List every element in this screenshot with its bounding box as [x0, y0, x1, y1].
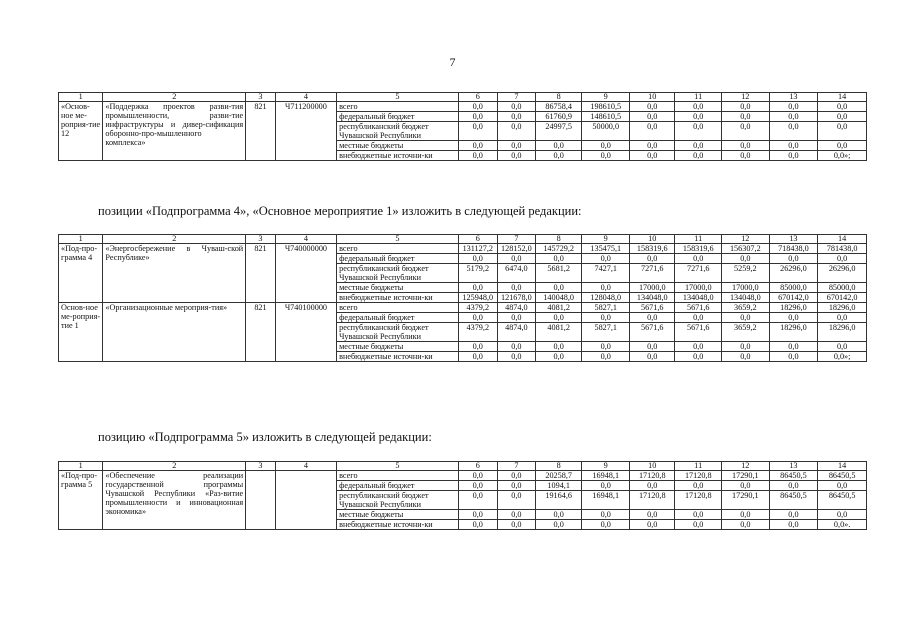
- value-cell: 0,0: [458, 520, 497, 530]
- value-cell: 24997,5: [535, 122, 582, 141]
- column-number: 8: [535, 235, 582, 244]
- value-cell: 4874,0: [497, 303, 535, 313]
- value-cell: 0,0: [675, 313, 722, 323]
- column-number: 1: [59, 462, 103, 471]
- value-cell: 0,0: [818, 122, 867, 141]
- value-cell: 0,0: [458, 151, 497, 161]
- value-cell: 0,0: [675, 112, 722, 122]
- value-cell: 6474,0: [497, 264, 535, 283]
- column-number: 14: [818, 235, 867, 244]
- table-row: [59, 471, 867, 481]
- value-cell: 0,0: [769, 254, 818, 264]
- value-cell: 0,0: [582, 313, 630, 323]
- value-cell: 0,0: [497, 102, 535, 112]
- value-cell: 140048,0: [535, 293, 582, 303]
- value-cell: 0,0: [458, 254, 497, 264]
- value-cell: 0,0: [630, 520, 675, 530]
- page-number: 7: [449, 55, 456, 69]
- value-cell: 0,0: [722, 254, 770, 264]
- budget-table-subprogram-4: [58, 234, 867, 362]
- value-cell: 158319,6: [675, 244, 722, 254]
- column-number: 4: [275, 462, 336, 471]
- value-cell: 0,0: [497, 313, 535, 323]
- value-cell: 0,0: [582, 151, 630, 161]
- value-cell: 86450,5: [769, 471, 818, 481]
- table-row: [59, 303, 867, 313]
- value-cell: 5671,6: [675, 323, 722, 342]
- value-cell: 0,0: [722, 102, 770, 112]
- responsible-code-cell: 821: [246, 244, 276, 303]
- value-cell: 0,0: [818, 313, 867, 323]
- value-cell: 17000,0: [722, 283, 770, 293]
- value-cell: 0,0: [458, 112, 497, 122]
- value-cell: 0,0: [458, 122, 497, 141]
- column-number: 5: [337, 235, 459, 244]
- value-cell: 17290,1: [722, 471, 770, 481]
- value-cell: 0,0: [818, 112, 867, 122]
- value-cell: 0,0: [630, 352, 675, 362]
- value-cell: 86450,5: [769, 491, 818, 510]
- column-number: 2: [103, 235, 246, 244]
- value-cell: 0,0: [722, 520, 770, 530]
- column-number: 1: [59, 93, 103, 102]
- value-cell: 16948,1: [582, 491, 630, 510]
- responsible-code-cell: 821: [246, 303, 276, 362]
- value-cell: 18296,0: [818, 303, 867, 313]
- value-cell: 18296,0: [818, 323, 867, 342]
- classification-code-cell: [275, 471, 336, 530]
- value-cell: 0,0: [722, 151, 770, 161]
- value-cell: 0,0: [769, 510, 818, 520]
- funding-source-cell: внебюджетные источни-ки: [337, 151, 459, 161]
- value-cell: 0,0: [582, 342, 630, 352]
- value-cell: 0,0: [582, 254, 630, 264]
- value-cell: 0,0: [497, 471, 535, 481]
- value-cell: 0,0: [458, 313, 497, 323]
- value-cell: 670142,0: [818, 293, 867, 303]
- value-cell: 4379,2: [458, 323, 497, 342]
- value-cell: 5671,6: [675, 303, 722, 313]
- value-cell: 0,0: [458, 102, 497, 112]
- row-title-cell: «Энергосбережение в Чуваш-ской Республике»: [103, 244, 246, 303]
- value-cell: 85000,0: [818, 283, 867, 293]
- value-cell: 0,0: [535, 141, 582, 151]
- value-cell: 0,0: [535, 283, 582, 293]
- value-cell: 50000,0: [582, 122, 630, 141]
- value-cell: 0,0: [458, 510, 497, 520]
- funding-source-cell: внебюджетные источни-ки: [337, 520, 459, 530]
- classification-code-cell: Ч711200000: [275, 102, 336, 161]
- value-cell: 0,0: [458, 491, 497, 510]
- value-cell: 134048,0: [630, 293, 675, 303]
- funding-source-cell: местные бюджеты: [337, 141, 459, 151]
- column-number: 8: [535, 93, 582, 102]
- column-number: 12: [722, 93, 770, 102]
- funding-source-cell: республиканский бюджет Чувашской Республики: [337, 264, 459, 283]
- column-number: 6: [458, 235, 497, 244]
- value-cell: 0,0: [582, 283, 630, 293]
- value-cell: 4874,0: [497, 323, 535, 342]
- value-cell: 0,0: [722, 352, 770, 362]
- value-cell: 0,0: [630, 151, 675, 161]
- value-cell: 125948,0: [458, 293, 497, 303]
- value-cell: 0,0: [497, 141, 535, 151]
- value-cell: 0,0: [497, 520, 535, 530]
- value-cell: 0,0: [582, 352, 630, 362]
- value-cell: 0,0: [769, 122, 818, 141]
- value-cell: 0,0: [769, 313, 818, 323]
- table-row: [59, 244, 867, 254]
- column-number: 13: [769, 462, 818, 471]
- value-cell: 0,0: [535, 352, 582, 362]
- value-cell: 0,0: [675, 510, 722, 520]
- value-cell: 0,0: [630, 313, 675, 323]
- value-cell: 128048,0: [582, 293, 630, 303]
- value-cell: 0,0: [630, 141, 675, 151]
- value-cell: 0,0: [497, 122, 535, 141]
- column-number: 8: [535, 462, 582, 471]
- value-cell: 0,0: [769, 112, 818, 122]
- value-cell: 0,0: [722, 342, 770, 352]
- value-cell: 26296,0: [769, 264, 818, 283]
- value-cell: 0,0: [582, 510, 630, 520]
- funding-source-cell: местные бюджеты: [337, 342, 459, 352]
- value-cell: 0,0: [818, 481, 867, 491]
- value-cell: 0,0: [675, 102, 722, 112]
- funding-source-cell: федеральный бюджет: [337, 313, 459, 323]
- value-cell: 7271,6: [630, 264, 675, 283]
- value-cell: 0,0: [722, 313, 770, 323]
- column-number: 10: [630, 93, 675, 102]
- value-cell: 145729,2: [535, 244, 582, 254]
- value-cell: 0,0: [769, 102, 818, 112]
- value-cell: 0,0: [675, 254, 722, 264]
- value-cell: 0,0: [458, 342, 497, 352]
- value-cell: 0,0: [497, 510, 535, 520]
- value-cell: 128152,0: [497, 244, 535, 254]
- value-cell: 198610,5: [582, 102, 630, 112]
- value-cell: 0,0: [497, 112, 535, 122]
- funding-source-cell: федеральный бюджет: [337, 112, 459, 122]
- value-cell: 0,0: [458, 141, 497, 151]
- value-cell: 156307,2: [722, 244, 770, 254]
- value-cell: 0,0: [769, 481, 818, 491]
- funding-source-cell: республиканский бюджет Чувашской Республики: [337, 122, 459, 141]
- value-cell: 85000,0: [769, 283, 818, 293]
- column-number: 3: [246, 93, 276, 102]
- value-cell: 5671,6: [630, 323, 675, 342]
- value-cell: 0,0: [535, 510, 582, 520]
- value-cell: 0,0: [722, 141, 770, 151]
- value-cell: 0,0: [630, 254, 675, 264]
- value-cell: 18296,0: [769, 303, 818, 313]
- value-cell: 0,0: [675, 520, 722, 530]
- value-cell: 0,0: [535, 342, 582, 352]
- funding-source-cell: всего: [337, 244, 459, 254]
- section-heading-subprogram-4: позиции «Подпрограмма 4», «Основное мероприятие 1» изложить в следующей редакции:: [98, 204, 582, 218]
- value-cell: 0,0: [675, 481, 722, 491]
- column-number: 10: [630, 235, 675, 244]
- value-cell: 0,0: [458, 481, 497, 491]
- column-number: 9: [582, 462, 630, 471]
- budget-table-main-event-12: [58, 92, 867, 161]
- value-cell: 0,0: [497, 254, 535, 264]
- table-header-row: [59, 235, 867, 244]
- funding-source-cell: федеральный бюджет: [337, 481, 459, 491]
- responsible-code-cell: 821: [246, 102, 276, 161]
- column-number: 12: [722, 462, 770, 471]
- value-cell: 0,0: [722, 510, 770, 520]
- value-cell: 0,0: [458, 471, 497, 481]
- value-cell: 0,0: [722, 122, 770, 141]
- value-cell: 86450,5: [818, 471, 867, 481]
- value-cell: 5827,1: [582, 303, 630, 313]
- funding-source-cell: всего: [337, 102, 459, 112]
- value-cell: 4081,2: [535, 323, 582, 342]
- column-number: 4: [275, 93, 336, 102]
- value-cell: 20258,7: [535, 471, 582, 481]
- value-cell: 0,0: [497, 151, 535, 161]
- row-title-cell: «Организационные мероприя-тия»: [103, 303, 246, 362]
- value-cell: 718438,0: [769, 244, 818, 254]
- value-cell: 0,0: [769, 352, 818, 362]
- row-code-cell: «Основ-ное ме-роприя-тие 12: [59, 102, 103, 161]
- value-cell: 134048,0: [722, 293, 770, 303]
- value-cell: 0,0: [535, 151, 582, 161]
- value-cell: 0,0: [497, 481, 535, 491]
- funding-source-cell: внебюджетные источни-ки: [337, 352, 459, 362]
- value-cell: 0,0: [769, 141, 818, 151]
- classification-code-cell: Ч740100000: [275, 303, 336, 362]
- value-cell: 0,0: [630, 342, 675, 352]
- column-number: 11: [675, 235, 722, 244]
- value-cell: 0,0»;: [818, 352, 867, 362]
- value-cell: 0,0: [818, 510, 867, 520]
- value-cell: 0,0: [818, 254, 867, 264]
- value-cell: 19164,6: [535, 491, 582, 510]
- row-title-cell: «Обеспечение реализации государственной программы Чувашской Республики «Раз-витие промышленности и инновационная экономика»: [103, 471, 246, 530]
- value-cell: 26296,0: [818, 264, 867, 283]
- value-cell: 0,0: [630, 481, 675, 491]
- column-number: 5: [337, 462, 459, 471]
- column-number: 6: [458, 462, 497, 471]
- value-cell: 0,0: [818, 342, 867, 352]
- value-cell: 0,0: [582, 520, 630, 530]
- value-cell: 7271,6: [675, 264, 722, 283]
- table-row: [59, 102, 867, 112]
- value-cell: 0,0»;: [818, 151, 867, 161]
- column-number: 9: [582, 93, 630, 102]
- value-cell: 17120,8: [630, 491, 675, 510]
- funding-source-cell: республиканский бюджет Чувашской Республики: [337, 323, 459, 342]
- value-cell: 17120,8: [630, 471, 675, 481]
- value-cell: 17000,0: [630, 283, 675, 293]
- value-cell: 5827,1: [582, 323, 630, 342]
- value-cell: 0,0».: [818, 520, 867, 530]
- value-cell: 17120,8: [675, 491, 722, 510]
- value-cell: 4379,2: [458, 303, 497, 313]
- column-number: 14: [818, 93, 867, 102]
- value-cell: 0,0: [818, 102, 867, 112]
- funding-source-cell: республиканский бюджет Чувашской Республики: [337, 491, 459, 510]
- value-cell: 121678,0: [497, 293, 535, 303]
- funding-source-cell: местные бюджеты: [337, 510, 459, 520]
- value-cell: 0,0: [497, 342, 535, 352]
- responsible-code-cell: [246, 471, 276, 530]
- value-cell: 148610,5: [582, 112, 630, 122]
- value-cell: 0,0: [497, 491, 535, 510]
- column-number: 7: [497, 93, 535, 102]
- value-cell: 0,0: [675, 342, 722, 352]
- funding-source-cell: всего: [337, 471, 459, 481]
- value-cell: 17120,8: [675, 471, 722, 481]
- value-cell: 16948,1: [582, 471, 630, 481]
- table-header-row: [59, 462, 867, 471]
- value-cell: 131127,2: [458, 244, 497, 254]
- funding-source-cell: внебюджетные источни-ки: [337, 293, 459, 303]
- value-cell: 1094,1: [535, 481, 582, 491]
- value-cell: 0,0: [675, 151, 722, 161]
- column-number: 2: [103, 93, 246, 102]
- value-cell: 0,0: [458, 352, 497, 362]
- column-number: 13: [769, 235, 818, 244]
- value-cell: 0,0: [769, 342, 818, 352]
- value-cell: 17290,1: [722, 491, 770, 510]
- column-number: 6: [458, 93, 497, 102]
- value-cell: 0,0: [535, 254, 582, 264]
- funding-source-cell: местные бюджеты: [337, 283, 459, 293]
- value-cell: 18296,0: [769, 323, 818, 342]
- row-code-cell: Основ-ное ме-роприя-тие 1: [59, 303, 103, 362]
- table-header-row: [59, 93, 867, 102]
- value-cell: 5681,2: [535, 264, 582, 283]
- column-number: 14: [818, 462, 867, 471]
- value-cell: 7427,1: [582, 264, 630, 283]
- value-cell: 670142,0: [769, 293, 818, 303]
- column-number: 13: [769, 93, 818, 102]
- value-cell: 0,0: [675, 141, 722, 151]
- column-number: 7: [497, 462, 535, 471]
- column-number: 2: [103, 462, 246, 471]
- column-number: 3: [246, 462, 276, 471]
- value-cell: 5179,2: [458, 264, 497, 283]
- value-cell: 61760,9: [535, 112, 582, 122]
- column-number: 5: [337, 93, 459, 102]
- column-number: 11: [675, 462, 722, 471]
- value-cell: 17000,0: [675, 283, 722, 293]
- section-heading-subprogram-5: позицию «Подпрограмма 5» изложить в следующей редакции:: [98, 430, 432, 444]
- row-title-cell: «Поддержка проектов разви-тия промышленности, разви-тие инфраструктуры и дивер-сификация оборонно-про-мышленного комплекса»: [103, 102, 246, 161]
- value-cell: 86450,5: [818, 491, 867, 510]
- value-cell: 0,0: [630, 510, 675, 520]
- value-cell: 0,0: [582, 141, 630, 151]
- value-cell: 3659,2: [722, 323, 770, 342]
- column-number: 3: [246, 235, 276, 244]
- value-cell: 0,0: [630, 102, 675, 112]
- value-cell: 0,0: [818, 141, 867, 151]
- value-cell: 4081,2: [535, 303, 582, 313]
- value-cell: 0,0: [582, 481, 630, 491]
- column-number: 12: [722, 235, 770, 244]
- column-number: 4: [275, 235, 336, 244]
- value-cell: 0,0: [630, 112, 675, 122]
- value-cell: 0,0: [769, 520, 818, 530]
- value-cell: 86758,4: [535, 102, 582, 112]
- column-number: 1: [59, 235, 103, 244]
- funding-source-cell: федеральный бюджет: [337, 254, 459, 264]
- classification-code-cell: Ч740000000: [275, 244, 336, 303]
- value-cell: 0,0: [722, 112, 770, 122]
- value-cell: 0,0: [675, 122, 722, 141]
- column-number: 11: [675, 93, 722, 102]
- value-cell: 5259,2: [722, 264, 770, 283]
- budget-table-subprogram-5: [58, 461, 867, 530]
- value-cell: 0,0: [630, 122, 675, 141]
- value-cell: 5671,6: [630, 303, 675, 313]
- column-number: 7: [497, 235, 535, 244]
- value-cell: 0,0: [458, 283, 497, 293]
- value-cell: 0,0: [497, 352, 535, 362]
- value-cell: 0,0: [535, 313, 582, 323]
- column-number: 9: [582, 235, 630, 244]
- value-cell: 0,0: [722, 481, 770, 491]
- value-cell: 3659,2: [722, 303, 770, 313]
- row-code-cell: «Под-про-грамма 4: [59, 244, 103, 303]
- value-cell: 0,0: [769, 151, 818, 161]
- value-cell: 0,0: [675, 352, 722, 362]
- value-cell: 158319,6: [630, 244, 675, 254]
- value-cell: 135475,1: [582, 244, 630, 254]
- funding-source-cell: всего: [337, 303, 459, 313]
- column-number: 10: [630, 462, 675, 471]
- value-cell: 781438,0: [818, 244, 867, 254]
- value-cell: 134048,0: [675, 293, 722, 303]
- value-cell: 0,0: [535, 520, 582, 530]
- row-code-cell: «Под-про-грамма 5: [59, 471, 103, 530]
- value-cell: 0,0: [497, 283, 535, 293]
